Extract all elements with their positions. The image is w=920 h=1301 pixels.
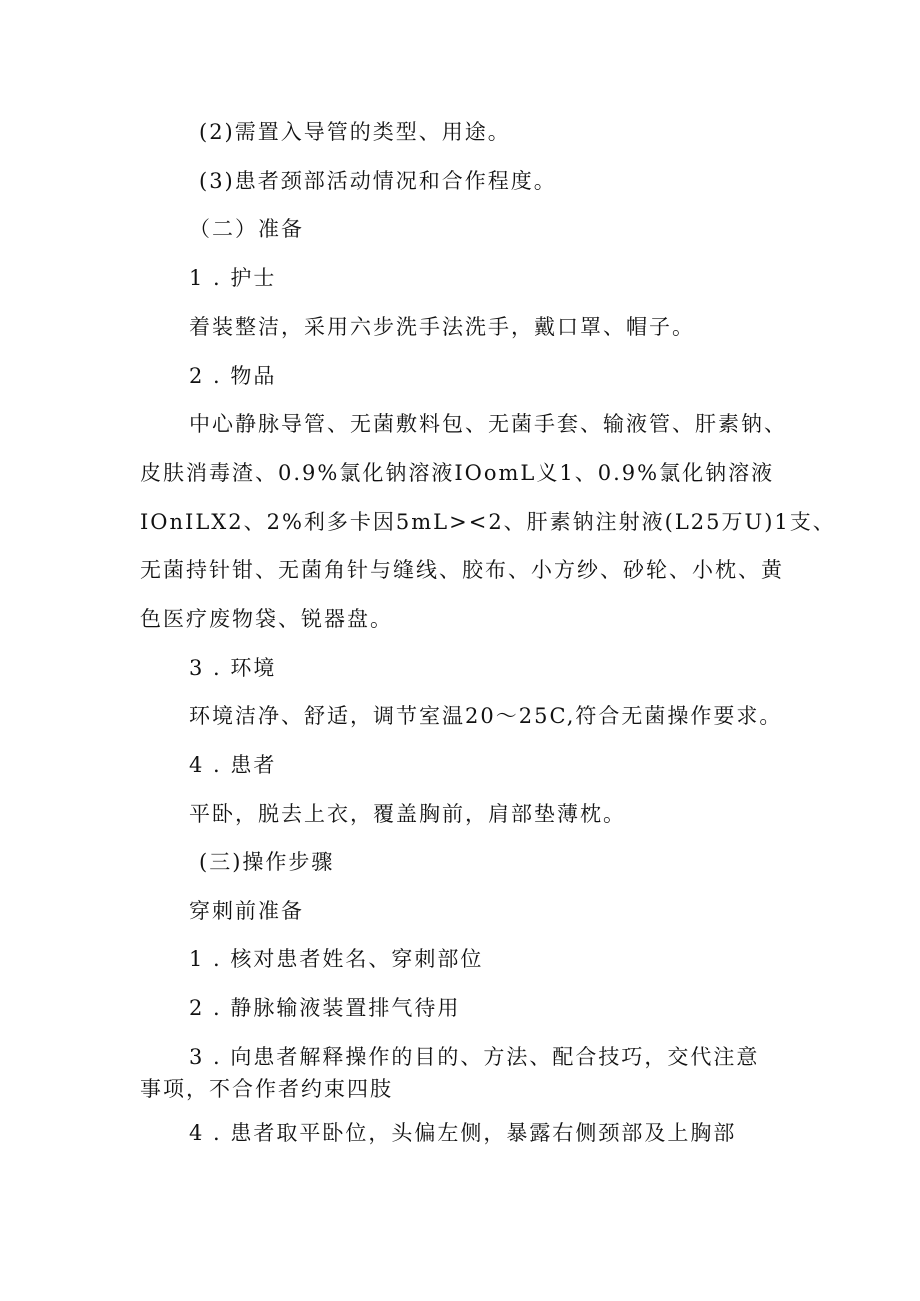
section-heading-steps: (三)操作步骤 <box>199 850 335 874</box>
step-item-3-continued: 事项，不合作者约束四肢 <box>140 1077 393 1101</box>
subheading-patient: 4 . 患者 <box>189 753 277 777</box>
environment-text: 环境洁净、舒适，调节室温20～25C,符合无菌操作要求。 <box>189 704 783 728</box>
assessment-item-3: (3)患者颈部活动情况和合作程度。 <box>199 169 557 193</box>
assessment-item-2: (2)需置入导管的类型、用途。 <box>199 120 511 144</box>
steps-subheading: 穿刺前准备 <box>189 899 304 923</box>
step-item-4: 4 . 患者取平卧位，头偏左侧，暴露右侧颈部及上胸部 <box>189 1121 737 1145</box>
patient-text: 平卧，脱去上衣，覆盖胸前，肩部垫薄枕。 <box>189 802 626 826</box>
step-item-1: 1 . 核对患者姓名、穿刺部位 <box>189 947 484 971</box>
section-heading-preparation: （二）准备 <box>189 217 304 241</box>
supplies-line-4: 无菌持针钳、无菌角针与缝线、胶布、小方纱、砂轮、小枕、黄 <box>140 558 784 582</box>
supplies-line-3: IOnILX2、2%利多卡因5mL><2、肝素钠注射液(L25万U)1支、 <box>140 510 836 534</box>
step-item-2: 2 . 静脉输液装置排气待用 <box>189 996 461 1020</box>
step-item-3: 3 . 向患者解释操作的目的、方法、配合技巧，交代注意 <box>189 1045 760 1069</box>
supplies-line-2: 皮肤消毒渣、0.9%氯化钠溶液IOomL义1、0.9%氯化钠溶液 <box>140 461 775 485</box>
supplies-line-5: 色医疗废物袋、锐器盘。 <box>140 607 393 631</box>
subheading-nurse: 1 . 护士 <box>189 266 277 290</box>
nurse-text: 着装整洁，采用六步洗手法洗手，戴口罩、帽子。 <box>189 315 695 339</box>
subheading-environment: 3 . 环境 <box>189 656 277 680</box>
supplies-line-1: 中心静脉导管、无菌敷料包、无菌手套、输液管、肝素钠、 <box>189 412 787 436</box>
subheading-supplies: 2 . 物品 <box>189 364 277 388</box>
